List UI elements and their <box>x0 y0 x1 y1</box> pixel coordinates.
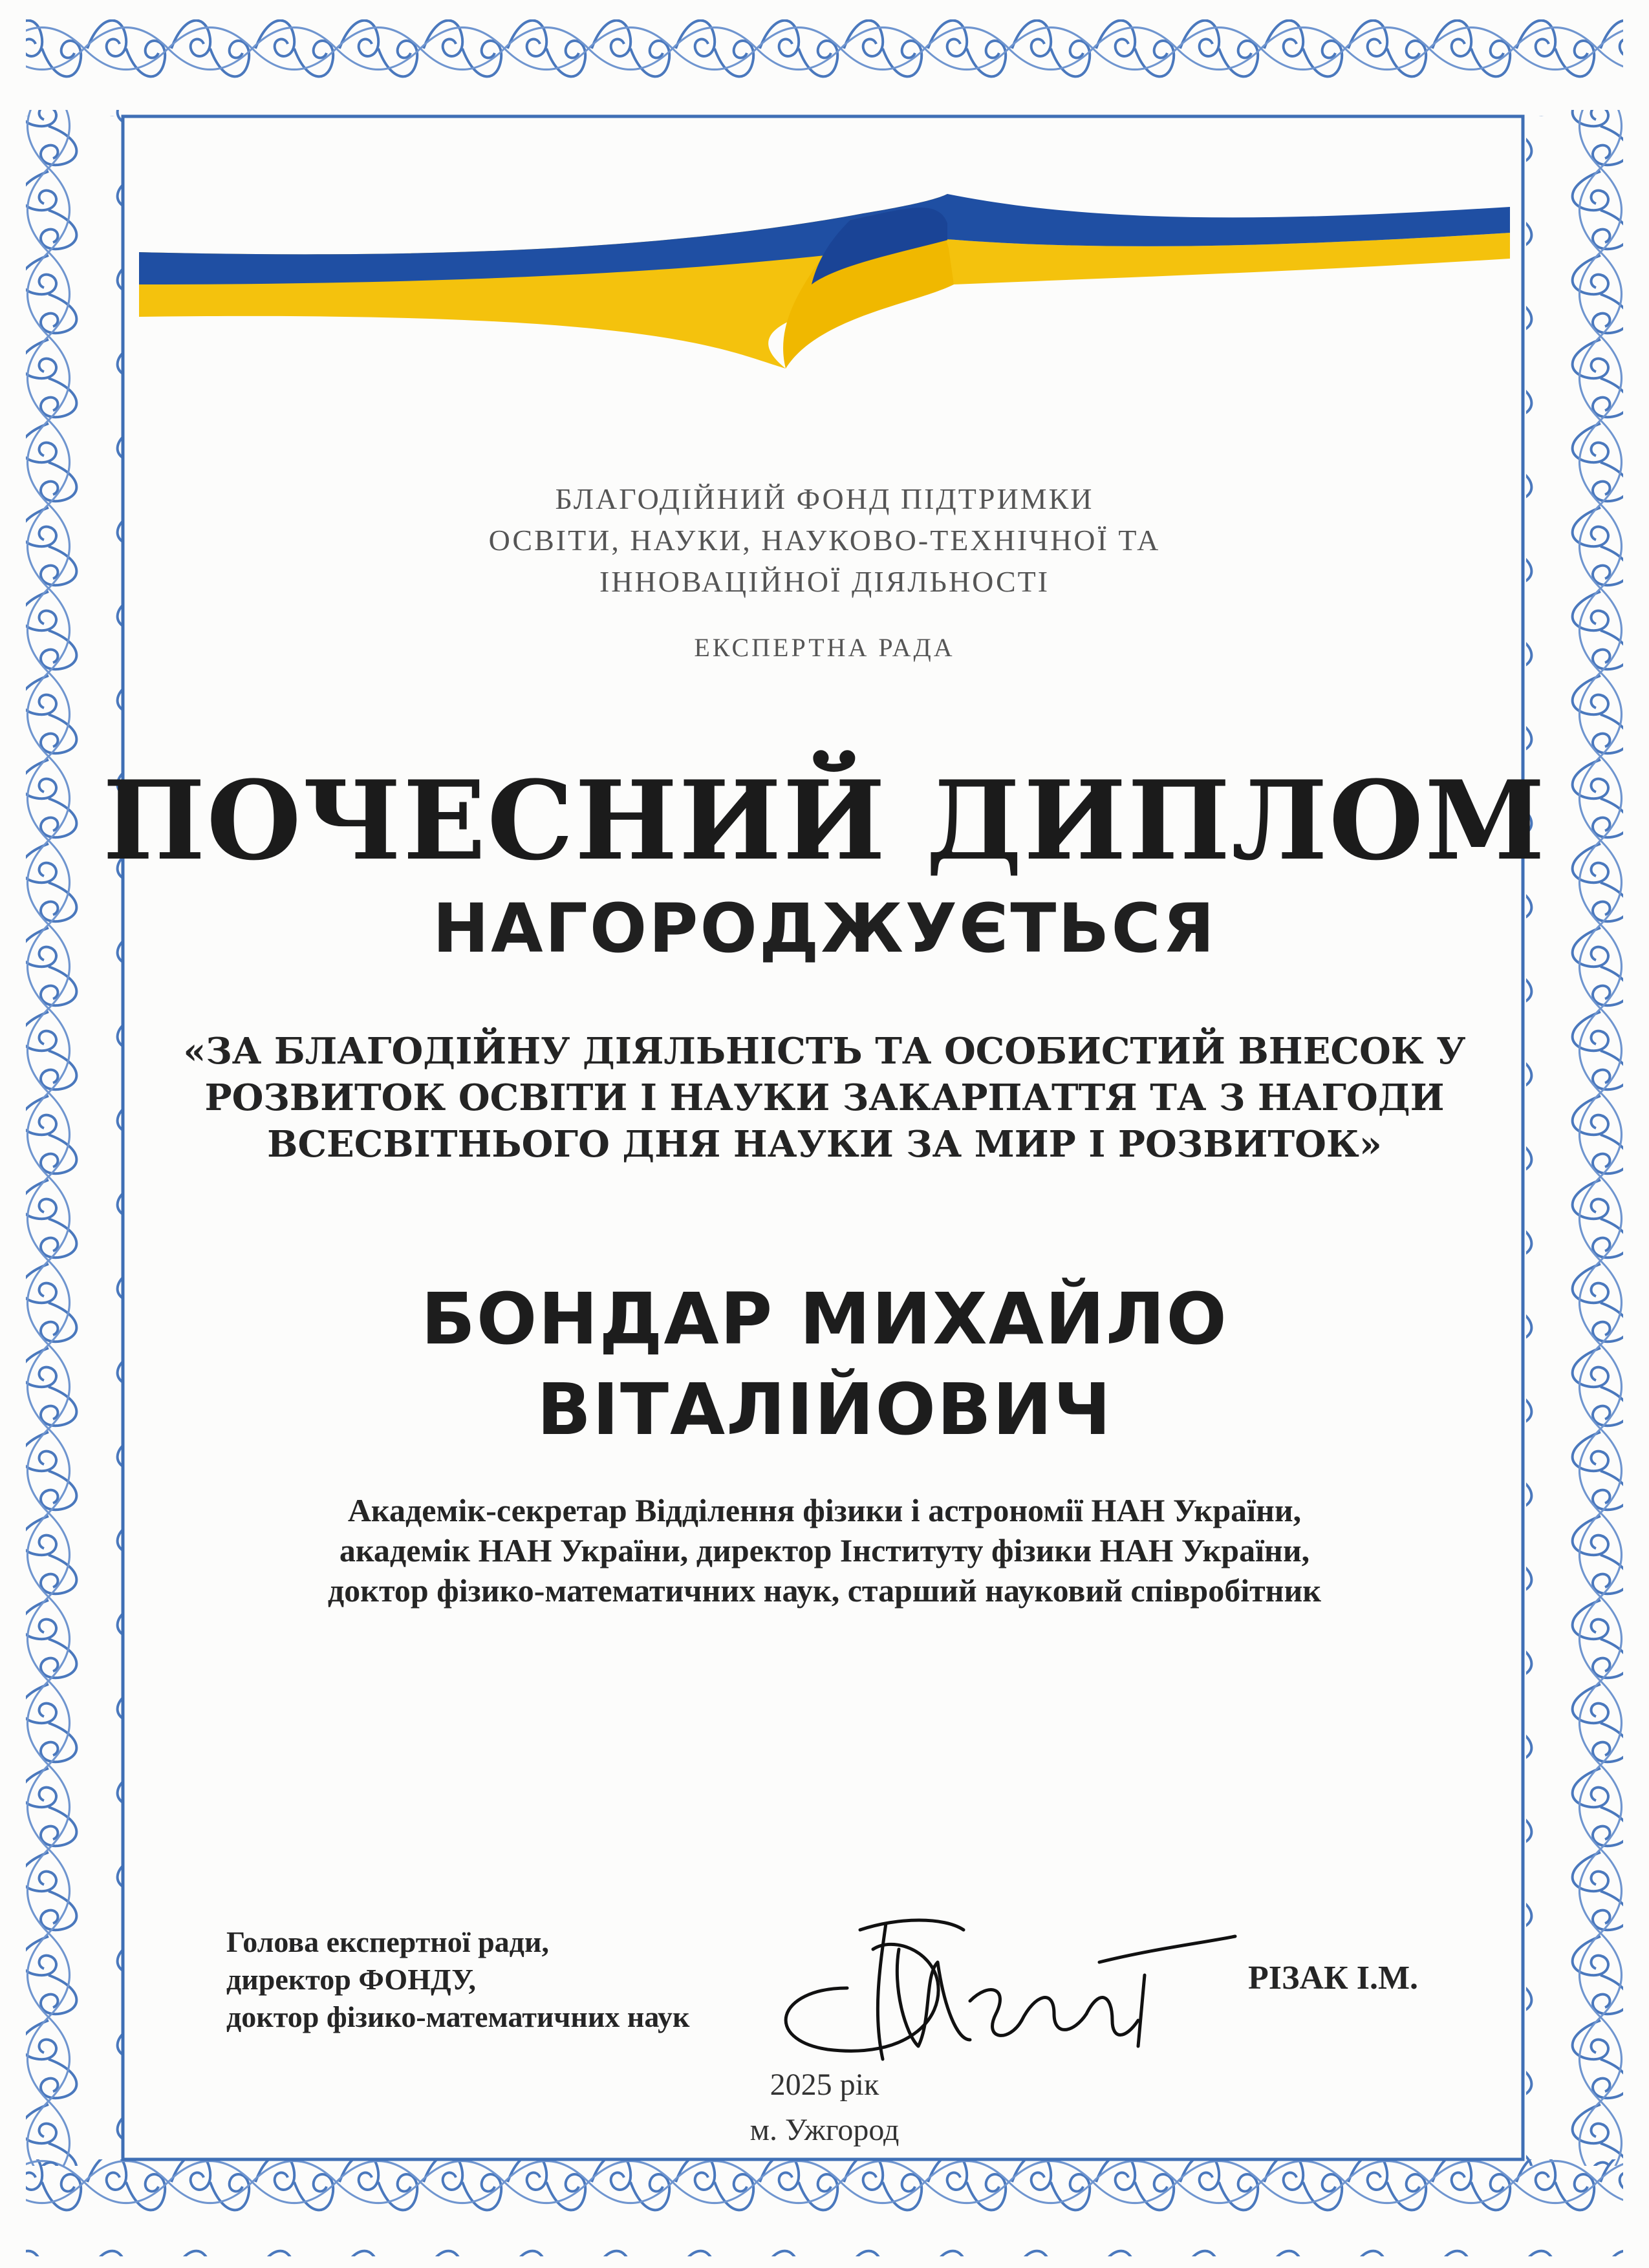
awarded-label: НАГОРОДЖУЄТЬСЯ <box>433 889 1216 968</box>
position-line: доктор фізико-математичних наук, старший науковий співробітник <box>327 1572 1322 1609</box>
reason-line: «ЗА БЛАГОДІЙНУ ДІЯЛЬНІСТЬ ТА ОСОБИСТИЙ ВНЕСОК У <box>183 1030 1466 1073</box>
org-line: ІННОВАЦІЙНОЇ ДІЯЛЬНОСТІ <box>599 565 1050 598</box>
recipient-name-line: БОНДАР МИХАЙЛО <box>421 1278 1228 1360</box>
position-line: академік НАН України, директор Інституту фізики НАН України, <box>339 1532 1310 1568</box>
org-line: БЛАГОДІЙНИЙ ФОНД ПІДТРИМКИ <box>555 482 1094 515</box>
organization-name <box>0 478 1649 603</box>
position-line: Академік-секретар Відділення фізики і астрономії НАН України, <box>347 1492 1302 1528</box>
org-line: ОСВІТИ, НАУКИ, НАУКОВО-ТЕХНІЧНОЇ ТА <box>488 524 1161 557</box>
reason-line: РОЗВИТОК ОСВІТИ І НАУКИ ЗАКАРПАТТЯ ТА З НАГОДИ <box>204 1076 1445 1119</box>
handwritten-signature <box>750 1891 1242 2072</box>
issue-year: 2025 рік <box>770 2068 879 2102</box>
reason-line: ВСЕСВІТНЬОГО ДНЯ НАУКИ ЗА МИР І РОЗВИТОК» <box>267 1123 1382 1166</box>
award-reason <box>0 1028 1649 1168</box>
signer-role-line: доктор фізико-математичних наук <box>226 2000 690 2033</box>
issue-city: м. Ужгород <box>749 2113 900 2147</box>
signer-role-line: директор ФОНДУ, <box>226 1963 476 1996</box>
expert-council-label: ЕКСПЕРТНА РАДА <box>694 633 955 662</box>
recipient-position <box>0 1490 1649 1610</box>
signer-role <box>226 1923 690 2036</box>
signer-name: РІЗАК І.М. <box>1248 1960 1419 1996</box>
diploma-title: ПОЧЕСНИЙ ДИПЛОМ <box>102 756 1547 884</box>
recipient-name-line: ВІТАЛІЙОВИЧ <box>537 1368 1112 1451</box>
ukrainian-flag-ribbon <box>139 155 1510 427</box>
footer <box>0 2062 1649 2153</box>
recipient-name <box>0 1274 1649 1455</box>
signer-role-line: Голова експертної ради, <box>226 1925 549 1958</box>
